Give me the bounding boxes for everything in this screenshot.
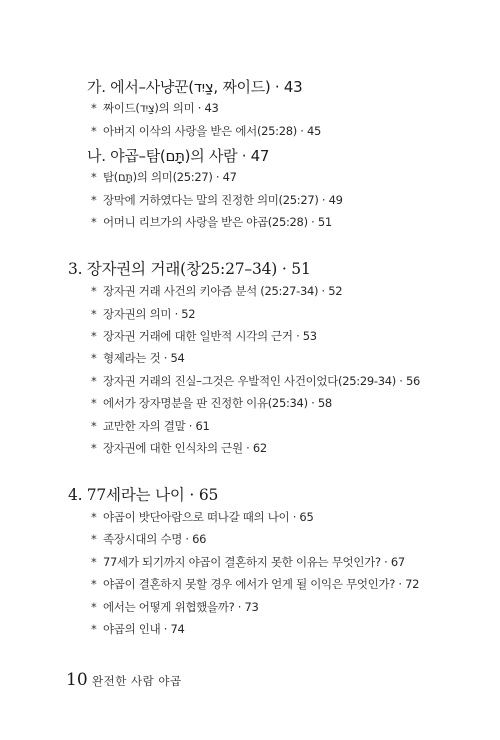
toc-text: 77세가 되기까지 야곱이 결혼하지 못한 이유는 무엇인가? · 67 bbox=[103, 555, 405, 569]
toc-text: 교만한 자의 결말 · 61 bbox=[103, 419, 210, 433]
toc-text: 야곱이 밧단아람으로 떠나갈 때의 나이 · 65 bbox=[103, 510, 314, 524]
toc-bullet-item bbox=[91, 418, 209, 434]
toc-bullet-item bbox=[91, 350, 185, 366]
toc-text: 장자권 거래 사건의 키아즘 분석 (25:27-34) · 52 bbox=[103, 284, 343, 298]
toc-text: 장자권의 의미 · 52 bbox=[103, 307, 196, 321]
toc-text: 야곱이 결혼하지 못할 경우 에서가 얻게 될 이익은 무엇인가? · 72 bbox=[103, 577, 420, 591]
toc-text: 형제라는 것 · 54 bbox=[103, 351, 185, 365]
toc-text: 장자권 거래의 진실–그것은 우발적인 사건이었다(25:29-34) · 56 bbox=[103, 374, 421, 388]
toc-bullet-item bbox=[91, 123, 321, 139]
toc-text: 77세라는 나이 · 65 bbox=[86, 486, 219, 504]
toc-text: 야곱의 인내 · 74 bbox=[103, 622, 185, 636]
toc-text: 짜이드(צַיִד)의 의미 · 43 bbox=[103, 101, 219, 115]
toc-section-heading bbox=[68, 257, 311, 279]
toc-text: 장막에 거하였다는 말의 진정한 의미(25:27) · 49 bbox=[103, 193, 343, 207]
toc-bullet-item bbox=[91, 169, 237, 185]
bullet-mark: * bbox=[91, 419, 97, 433]
toc-bullet-item bbox=[91, 440, 267, 456]
toc-bullet-item bbox=[91, 395, 332, 411]
toc-bullet-item bbox=[91, 100, 218, 116]
bullet-mark: * bbox=[91, 622, 97, 636]
toc-text: 에서는 어떻게 위협했을까? · 73 bbox=[103, 600, 259, 614]
bullet-mark: * bbox=[91, 215, 97, 229]
toc-text: 장자권에 대한 인식차의 근원 · 62 bbox=[103, 441, 267, 455]
toc-bullet-item bbox=[91, 306, 195, 322]
bullet-mark: * bbox=[91, 577, 97, 591]
toc-text: 가. 에서–사냥꾼(צַיִד, 짜이드) · 43 bbox=[87, 78, 303, 96]
bullet-mark: * bbox=[91, 396, 97, 410]
bullet-mark: * bbox=[91, 170, 97, 184]
bullet-mark: * bbox=[91, 193, 97, 207]
toc-bullet-item bbox=[91, 214, 332, 230]
toc-text: 장자권의 거래(창25:27–34) · 51 bbox=[86, 260, 311, 278]
bullet-mark: * bbox=[91, 555, 97, 569]
bullet-mark: * bbox=[91, 284, 97, 298]
bullet-mark: * bbox=[91, 441, 97, 455]
toc-bullet-item bbox=[91, 576, 419, 592]
toc-subheading bbox=[87, 145, 269, 166]
toc-text: 탐(תָּם)의 의미(25:27) · 47 bbox=[103, 170, 237, 184]
toc-subheading bbox=[87, 76, 302, 97]
toc-bullet-item bbox=[91, 599, 259, 615]
toc-bullet-item bbox=[91, 373, 420, 389]
section-number: 3. bbox=[68, 260, 83, 278]
bullet-mark: * bbox=[91, 329, 97, 343]
toc-text: 에서가 장자명분을 판 진정한 이유(25:34) · 58 bbox=[103, 396, 332, 410]
bullet-mark: * bbox=[91, 374, 97, 388]
bullet-mark: * bbox=[91, 510, 97, 524]
toc-text: 아버지 이삭의 사랑을 받은 에서(25:28) · 45 bbox=[103, 124, 322, 138]
bullet-mark: * bbox=[91, 532, 97, 546]
toc-bullet-item bbox=[91, 283, 342, 299]
page-number: 10 bbox=[66, 670, 88, 690]
toc-bullet-item bbox=[91, 554, 405, 570]
toc-bullet-item bbox=[91, 192, 343, 208]
toc-section-heading bbox=[68, 483, 218, 505]
toc-bullet-item bbox=[91, 509, 313, 525]
toc-bullet-item bbox=[91, 621, 185, 637]
section-number: 4. bbox=[68, 486, 83, 504]
toc-text: 족장시대의 수명 · 66 bbox=[103, 532, 207, 546]
bullet-mark: * bbox=[91, 351, 97, 365]
bullet-mark: * bbox=[91, 124, 97, 138]
toc-bullet-item bbox=[91, 531, 206, 547]
book-title: 완전한 사람 야곱 bbox=[92, 674, 182, 688]
toc-text: 나. 야곱–탐(תָּם)의 사람 · 47 bbox=[87, 147, 270, 165]
bullet-mark: * bbox=[91, 101, 97, 115]
toc-bullet-item bbox=[91, 328, 317, 344]
bullet-mark: * bbox=[91, 600, 97, 614]
bullet-mark: * bbox=[91, 307, 97, 321]
toc-text: 장자권 거래에 대한 일반적 시각의 근거 · 53 bbox=[103, 329, 317, 343]
toc-text: 어머니 리브가의 사랑을 받은 야곱(25:28) · 51 bbox=[103, 215, 332, 229]
